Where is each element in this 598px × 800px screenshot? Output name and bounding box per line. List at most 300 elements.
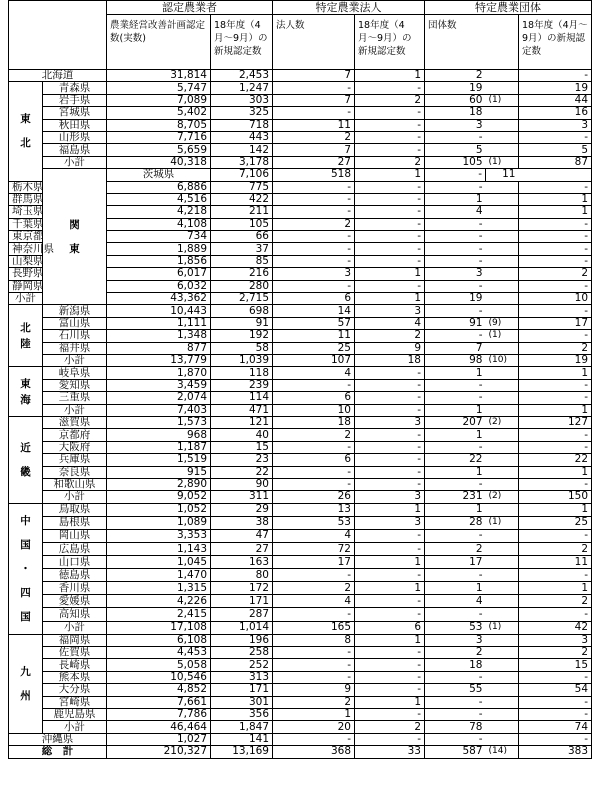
new-certified-farmers: 91 <box>211 317 273 329</box>
new-certified-corporations: - <box>355 529 425 542</box>
corporation-count: 107 <box>273 354 355 366</box>
organization-count-note <box>519 169 592 181</box>
plan-certified-count: 7,403 <box>107 404 211 416</box>
prefecture-name: 山梨県 <box>9 255 43 267</box>
corporation-count: 3 <box>273 268 355 280</box>
organization-count-note <box>486 595 519 608</box>
organization-count: - <box>425 243 486 255</box>
certified-farmers-table-container <box>8 0 591 759</box>
new-certified-organizations: - <box>519 429 592 441</box>
new-certified-farmers: 22 <box>211 466 273 478</box>
corporation-count: 7 <box>273 94 355 106</box>
new-certified-farmers: 114 <box>211 392 273 404</box>
plan-certified-count: 1,045 <box>107 556 211 569</box>
prefecture-name: 埼玉県 <box>9 206 43 218</box>
prefecture-name: 京都府 <box>43 429 107 441</box>
organization-count: - <box>425 131 486 143</box>
table-row <box>9 556 592 569</box>
corporation-count: 7 <box>273 70 355 82</box>
new-certified-farmers: 311 <box>211 491 273 503</box>
new-certified-corporations: 4 <box>355 317 425 329</box>
new-certified-corporations: 3 <box>355 516 425 529</box>
organization-count: 11 <box>486 169 519 181</box>
organization-count: - <box>425 733 486 745</box>
table-row <box>9 441 592 453</box>
header-new-certified-organizations: 18年度（4月〜9月）の新規認定数 <box>519 15 592 70</box>
new-certified-farmers: 15 <box>211 441 273 453</box>
new-certified-organizations: 74 <box>519 721 592 733</box>
table-row <box>9 516 592 529</box>
organization-count: 19 <box>425 293 486 305</box>
new-certified-corporations: 1 <box>355 70 425 82</box>
new-certified-corporations: - <box>355 466 425 478</box>
prefecture-name: 長崎県 <box>43 659 107 671</box>
region-label: 九 州 <box>9 634 43 733</box>
plan-certified-count: 1,573 <box>107 416 211 428</box>
organization-count-note <box>486 293 519 305</box>
new-certified-organizations: 54 <box>519 684 592 696</box>
corporation-count: - <box>273 647 355 659</box>
new-certified-corporations: - <box>355 131 425 143</box>
new-certified-corporations: - <box>355 569 425 582</box>
plan-certified-count: 13,779 <box>107 354 211 366</box>
organization-count: 19 <box>425 82 486 94</box>
corporation-count: 2 <box>273 696 355 708</box>
new-certified-farmers: 13,169 <box>211 746 273 758</box>
organization-count-note <box>486 429 519 441</box>
region-label: 東 北 <box>9 82 43 181</box>
prefecture-name: 岐阜県 <box>43 367 107 379</box>
new-certified-organizations: - <box>519 280 592 292</box>
plan-certified-count: 8,705 <box>107 119 211 131</box>
organization-count-note <box>486 218 519 230</box>
corporation-count: 368 <box>273 746 355 758</box>
new-certified-farmers: 301 <box>211 696 273 708</box>
prefecture-name: 山口県 <box>43 556 107 569</box>
new-certified-farmers: 2,453 <box>211 70 273 82</box>
table-row <box>9 466 592 478</box>
plan-certified-count: 4,226 <box>107 595 211 608</box>
subtotal-row <box>9 156 592 168</box>
organization-count-note: (2) <box>486 491 519 503</box>
new-certified-farmers: 471 <box>211 404 273 416</box>
header-group-certified-farmers: 認定農業者 <box>107 1 273 15</box>
plan-certified-count: 1,187 <box>107 441 211 453</box>
prefecture-name: 福島県 <box>43 144 107 156</box>
new-certified-farmers: 1,039 <box>211 354 273 366</box>
new-certified-organizations: 25 <box>519 516 592 529</box>
region-label: 中 国 ・ 四 国 <box>9 503 43 634</box>
prefecture-name: 沖縄県 <box>9 733 107 745</box>
new-certified-farmers: 141 <box>211 733 273 745</box>
new-certified-organizations: 5 <box>519 144 592 156</box>
organization-count: 1 <box>425 404 486 416</box>
organization-count-note <box>486 454 519 466</box>
prefecture-name: 高知県 <box>43 608 107 621</box>
new-certified-organizations: 87 <box>519 156 592 168</box>
new-certified-corporations: - <box>355 608 425 621</box>
new-certified-farmers: 38 <box>211 516 273 529</box>
organization-count-note <box>486 542 519 555</box>
plan-certified-count: 6,017 <box>107 268 211 280</box>
prefecture-name: 広島県 <box>43 542 107 555</box>
prefecture-name: 三重県 <box>43 392 107 404</box>
table-row <box>9 671 592 683</box>
prefecture-name: 新潟県 <box>43 305 107 317</box>
new-certified-corporations: 1 <box>355 696 425 708</box>
new-certified-farmers: 280 <box>211 280 273 292</box>
organization-count-note <box>486 280 519 292</box>
table-row <box>9 595 592 608</box>
table-row <box>9 582 592 595</box>
new-certified-farmers: 252 <box>211 659 273 671</box>
new-certified-organizations: - <box>519 181 592 193</box>
organization-count-note: (1) <box>486 156 519 168</box>
new-certified-corporations: - <box>355 231 425 243</box>
subtotal-label: 小計 <box>43 354 107 366</box>
plan-certified-count: 7,089 <box>107 94 211 106</box>
new-certified-organizations: 10 <box>519 293 592 305</box>
table-row <box>9 342 592 354</box>
organization-count: 78 <box>425 721 486 733</box>
organization-count: 98 <box>425 354 486 366</box>
plan-certified-count: 4,108 <box>107 218 211 230</box>
new-certified-farmers: 40 <box>211 429 273 441</box>
new-certified-farmers: 2,715 <box>211 293 273 305</box>
organization-count-note: (1) <box>486 516 519 529</box>
prefecture-name: 大阪府 <box>43 441 107 453</box>
corporation-count: 2 <box>273 429 355 441</box>
corporation-count: 6 <box>273 293 355 305</box>
plan-certified-count: 17,108 <box>107 621 211 634</box>
new-certified-corporations: - <box>355 542 425 555</box>
new-certified-farmers: 718 <box>211 119 273 131</box>
subtotal-label: 小計 <box>9 293 43 305</box>
new-certified-farmers: 121 <box>211 416 273 428</box>
organization-count-note <box>486 268 519 280</box>
new-certified-farmers: 518 <box>273 169 355 181</box>
new-certified-corporations: - <box>355 392 425 404</box>
organization-count-note <box>486 441 519 453</box>
new-certified-organizations: 15 <box>519 659 592 671</box>
new-certified-organizations: 383 <box>519 746 592 758</box>
new-certified-organizations: 1 <box>519 367 592 379</box>
organization-count-note <box>486 466 519 478</box>
organization-count: 231 <box>425 491 486 503</box>
prefecture-name: 山形県 <box>43 131 107 143</box>
organization-count: - <box>425 709 486 721</box>
new-certified-farmers: 1,847 <box>211 721 273 733</box>
new-certified-organizations: - <box>519 243 592 255</box>
new-certified-corporations: 2 <box>355 94 425 106</box>
new-certified-corporations: - <box>425 169 486 181</box>
organization-count: 3 <box>425 634 486 646</box>
organization-count-note <box>486 243 519 255</box>
organization-count-note: (14) <box>486 746 519 758</box>
new-certified-corporations: - <box>355 671 425 683</box>
organization-count: 4 <box>425 206 486 218</box>
prefecture-name: 茨城県 <box>107 169 211 181</box>
organization-count-note <box>486 478 519 490</box>
corporation-count: 2 <box>273 218 355 230</box>
organization-count: 17 <box>425 556 486 569</box>
organization-count: - <box>425 330 486 342</box>
plan-certified-count: 1,315 <box>107 582 211 595</box>
new-certified-farmers: 163 <box>211 556 273 569</box>
new-certified-farmers: 196 <box>211 634 273 646</box>
organization-count-note <box>486 582 519 595</box>
organization-count-note <box>486 404 519 416</box>
organization-count: - <box>425 441 486 453</box>
organization-count-note <box>486 392 519 404</box>
new-certified-organizations: 11 <box>519 556 592 569</box>
plan-certified-count: 1,870 <box>107 367 211 379</box>
prefecture-name: 神奈川県 <box>9 243 43 255</box>
corporation-count: 9 <box>273 684 355 696</box>
corporation-count: 2 <box>273 582 355 595</box>
organization-count: 1 <box>425 367 486 379</box>
organization-count: 1 <box>425 193 486 205</box>
organization-count-note <box>486 529 519 542</box>
subtotal-label: 小計 <box>43 621 107 634</box>
organization-count-note <box>486 608 519 621</box>
organization-count-note <box>486 255 519 267</box>
new-certified-organizations: 42 <box>519 621 592 634</box>
corporation-count: 2 <box>273 131 355 143</box>
prefecture-name: 大分県 <box>43 684 107 696</box>
table-body <box>9 70 592 759</box>
organization-count-note <box>486 569 519 582</box>
organization-count-note <box>486 556 519 569</box>
corporation-count: - <box>273 659 355 671</box>
new-certified-corporations: - <box>355 684 425 696</box>
corporation-count: 11 <box>273 119 355 131</box>
prefecture-name: 宮崎県 <box>43 696 107 708</box>
table-row <box>9 709 592 721</box>
organization-count: - <box>425 392 486 404</box>
new-certified-organizations: - <box>519 218 592 230</box>
organization-count-note <box>486 709 519 721</box>
new-certified-corporations: - <box>355 659 425 671</box>
table-row <box>9 107 592 119</box>
prefecture-name: 秋田県 <box>43 119 107 131</box>
organization-count-note: (1) <box>486 330 519 342</box>
new-certified-farmers: 3,178 <box>211 156 273 168</box>
region-label: 北 陸 <box>9 305 43 367</box>
organization-count-note: (9) <box>486 317 519 329</box>
new-certified-organizations: - <box>519 608 592 621</box>
organization-count-note <box>486 671 519 683</box>
plan-certified-count: 6,032 <box>107 280 211 292</box>
new-certified-corporations: - <box>355 429 425 441</box>
table-row <box>9 131 592 143</box>
organization-count: 60 <box>425 94 486 106</box>
organization-count-note: (1) <box>486 621 519 634</box>
organization-count-note <box>486 634 519 646</box>
new-certified-organizations: 22 <box>519 454 592 466</box>
table-row <box>9 94 592 106</box>
plan-certified-count: 4,852 <box>107 684 211 696</box>
new-certified-farmers: 37 <box>211 243 273 255</box>
prefecture-name: 愛知県 <box>43 379 107 391</box>
plan-certified-count: 46,464 <box>107 721 211 733</box>
new-certified-corporations: 6 <box>355 621 425 634</box>
subtotal-label: 小計 <box>43 721 107 733</box>
subtotal-row <box>9 621 592 634</box>
new-certified-corporations: 2 <box>355 721 425 733</box>
new-certified-farmers: 303 <box>211 94 273 106</box>
new-certified-organizations: - <box>519 131 592 143</box>
organization-count-note <box>486 647 519 659</box>
subtotal-label: 小計 <box>43 404 107 416</box>
new-certified-farmers: 192 <box>211 330 273 342</box>
subtotal-row <box>9 491 592 503</box>
corporation-count: 4 <box>273 595 355 608</box>
prefecture-name: 宮城県 <box>43 107 107 119</box>
plan-certified-count: 6,108 <box>107 634 211 646</box>
organization-count-note: (2) <box>486 416 519 428</box>
corporation-count: 20 <box>273 721 355 733</box>
new-certified-corporations: - <box>355 595 425 608</box>
table-row <box>9 569 592 582</box>
new-certified-corporations: 3 <box>355 491 425 503</box>
plan-certified-count: 4,516 <box>107 193 211 205</box>
plan-certified-count: 877 <box>107 342 211 354</box>
table-row <box>9 503 592 516</box>
new-certified-farmers: 66 <box>211 231 273 243</box>
organization-count: 1 <box>425 429 486 441</box>
plan-certified-count: 5,747 <box>107 82 211 94</box>
organization-count-note <box>486 503 519 516</box>
corporation-count: 14 <box>273 305 355 317</box>
corporation-count: - <box>273 441 355 453</box>
new-certified-farmers: 118 <box>211 367 273 379</box>
organization-count-note: (1) <box>486 94 519 106</box>
new-certified-farmers: 325 <box>211 107 273 119</box>
header-corporation-count: 法人数 <box>273 15 355 70</box>
plan-certified-count: 1,089 <box>107 516 211 529</box>
corporation-count: - <box>273 569 355 582</box>
new-certified-organizations: - <box>519 379 592 391</box>
corporation-count: 17 <box>273 556 355 569</box>
new-certified-farmers: 171 <box>211 684 273 696</box>
new-certified-farmers: 1,247 <box>211 82 273 94</box>
new-certified-organizations: - <box>519 733 592 745</box>
organization-count: 105 <box>425 156 486 168</box>
new-certified-corporations: - <box>355 733 425 745</box>
organization-count: 3 <box>425 268 486 280</box>
new-certified-organizations: - <box>519 392 592 404</box>
plan-certified-count: 1,519 <box>107 454 211 466</box>
new-certified-organizations: - <box>519 569 592 582</box>
table-row <box>9 82 592 94</box>
organization-count-note <box>486 305 519 317</box>
certified-farmers-table <box>8 0 592 759</box>
organization-count: 18 <box>425 107 486 119</box>
organization-count: - <box>425 379 486 391</box>
corporation-count: 8 <box>273 634 355 646</box>
new-certified-organizations: 16 <box>519 107 592 119</box>
organization-count-note <box>486 206 519 218</box>
prefecture-name: 石川県 <box>43 330 107 342</box>
prefecture-name: 鹿児島県 <box>43 709 107 721</box>
organization-count-note <box>486 684 519 696</box>
new-certified-organizations: 1 <box>519 466 592 478</box>
subtotal-row <box>9 721 592 733</box>
corporation-count: 6 <box>273 392 355 404</box>
organization-count: 91 <box>425 317 486 329</box>
new-certified-farmers: 216 <box>211 268 273 280</box>
header-group-specified-organizations: 特定農業団体 <box>425 1 592 15</box>
prefecture-name: 奈良県 <box>43 466 107 478</box>
corporation-count: 7 <box>273 144 355 156</box>
plan-certified-count: 1,143 <box>107 542 211 555</box>
new-certified-corporations: 2 <box>355 330 425 342</box>
table-row <box>9 70 592 82</box>
prefecture-name: 岩手県 <box>43 94 107 106</box>
plan-certified-count: 1,889 <box>107 243 211 255</box>
new-certified-farmers: 698 <box>211 305 273 317</box>
corporation-count: 27 <box>273 156 355 168</box>
organization-count-note <box>486 379 519 391</box>
new-certified-farmers: 775 <box>211 181 273 193</box>
corporation-count: - <box>273 82 355 94</box>
organization-count: - <box>425 280 486 292</box>
organization-count: - <box>425 231 486 243</box>
plan-certified-count: 968 <box>107 429 211 441</box>
new-certified-corporations: - <box>355 379 425 391</box>
plan-certified-count: 1,111 <box>107 317 211 329</box>
plan-certified-count: 210,327 <box>107 746 211 758</box>
new-certified-farmers: 142 <box>211 144 273 156</box>
new-certified-farmers: 239 <box>211 379 273 391</box>
new-certified-organizations: 19 <box>519 354 592 366</box>
organization-count: 3 <box>425 119 486 131</box>
subtotal-label: 小計 <box>43 491 107 503</box>
new-certified-corporations: - <box>355 647 425 659</box>
plan-certified-count: 1,856 <box>107 255 211 267</box>
table-row <box>9 478 592 490</box>
new-certified-corporations: - <box>355 119 425 131</box>
new-certified-organizations: - <box>519 696 592 708</box>
corporation-count: 13 <box>273 503 355 516</box>
prefecture-name: 鳥取県 <box>43 503 107 516</box>
plan-certified-count: 2,890 <box>107 478 211 490</box>
table-row <box>9 529 592 542</box>
new-certified-farmers: 47 <box>211 529 273 542</box>
corporation-count: 4 <box>273 367 355 379</box>
plan-certified-count: 4,218 <box>107 206 211 218</box>
plan-certified-count: 40,318 <box>107 156 211 168</box>
new-certified-corporations: - <box>355 255 425 267</box>
prefecture-name: 千葉県 <box>9 218 43 230</box>
new-certified-corporations: - <box>355 218 425 230</box>
organization-count: - <box>425 255 486 267</box>
plan-certified-count: 10,546 <box>107 671 211 683</box>
new-certified-corporations: 3 <box>355 416 425 428</box>
prefecture-name: 岡山県 <box>43 529 107 542</box>
organization-count-note <box>486 342 519 354</box>
organization-count-note <box>486 70 519 82</box>
new-certified-corporations: - <box>355 454 425 466</box>
corporation-count: - <box>273 466 355 478</box>
new-certified-organizations: - <box>519 255 592 267</box>
organization-count: - <box>425 671 486 683</box>
organization-count: 207 <box>425 416 486 428</box>
corporation-count: 6 <box>273 454 355 466</box>
new-certified-organizations: - <box>519 330 592 342</box>
new-certified-organizations: 2 <box>519 595 592 608</box>
